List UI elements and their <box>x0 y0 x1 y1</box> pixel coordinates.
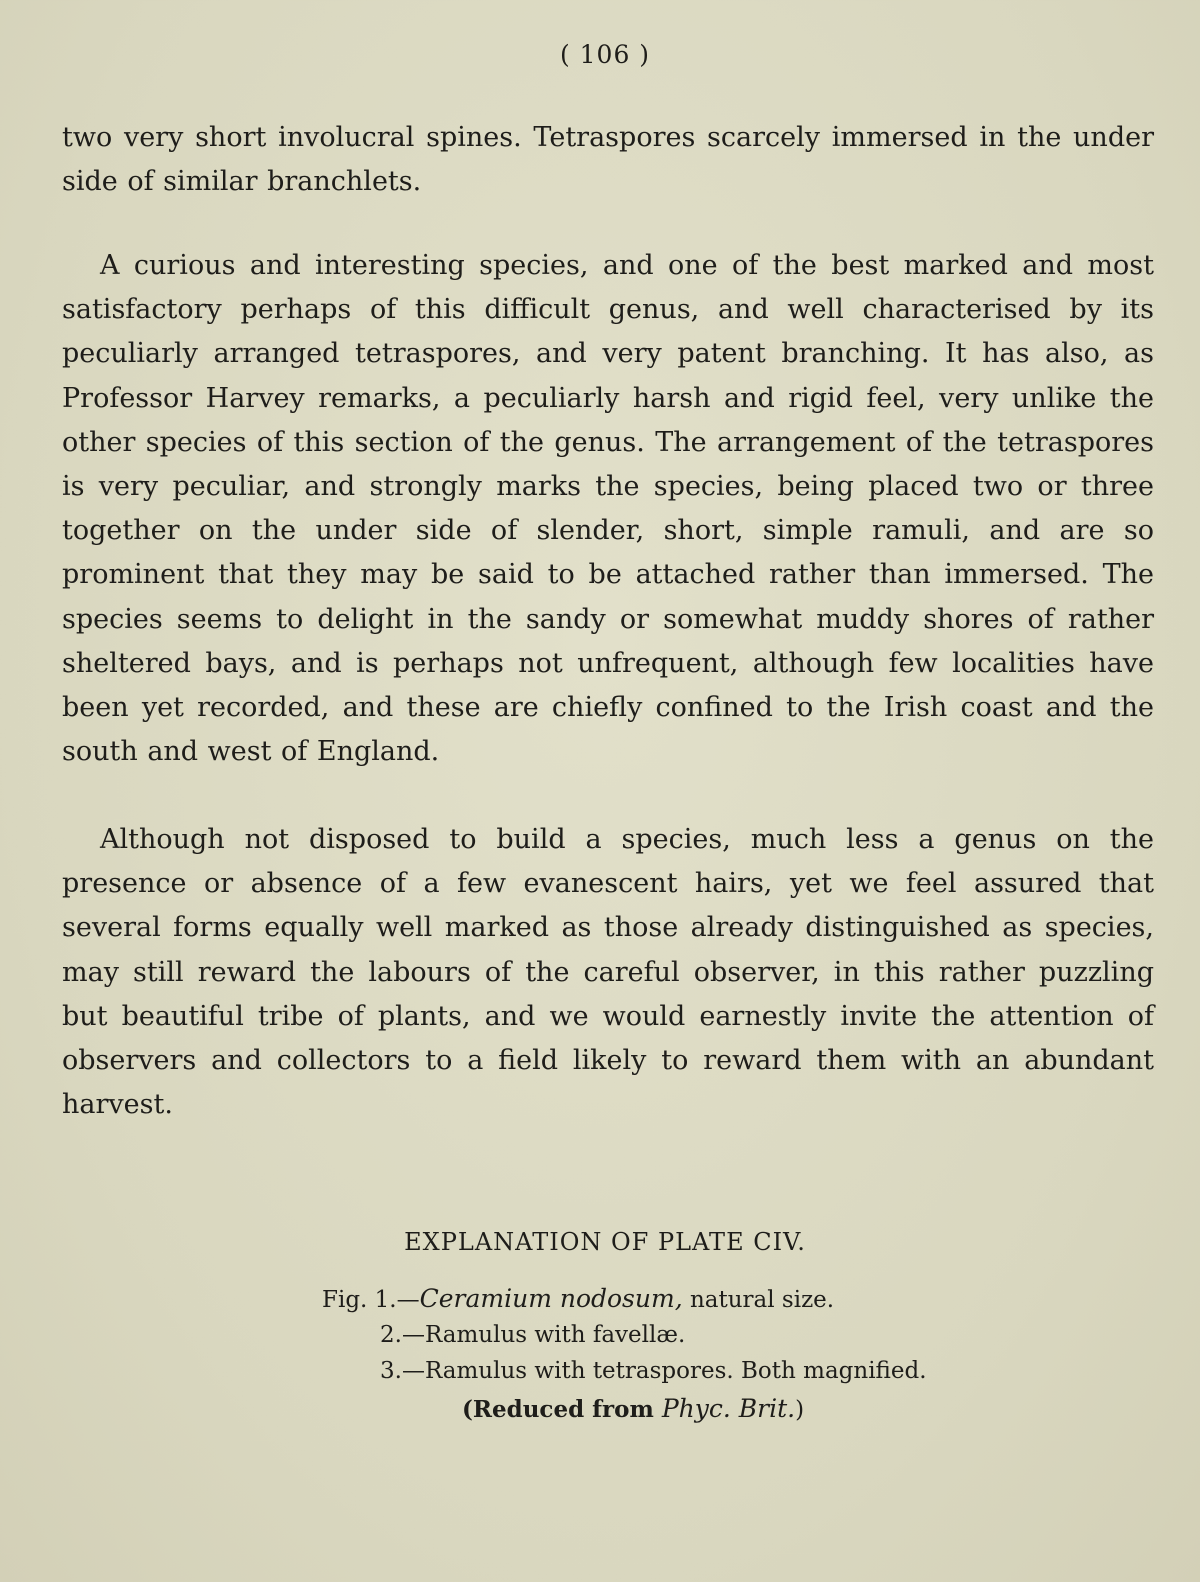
paragraph-species-description <box>62 244 1154 774</box>
reduced-from-prefix: (Reduced from <box>462 1396 662 1423</box>
paragraph-continuation <box>62 116 1154 204</box>
paragraph-species-description-text: A curious and interesting species, and one of the best marked and most satisfactory perhaps of this difficult genus, and well characterised by its peculiarly arranged tetraspores, and very patent branching. It has also, as Professor Harvey remarks, a peculiarly harsh and rigid feel, very unlike the other species of this section of the genus. The arrangement of the tetraspores is very peculiar, and strongly marks the species, being placed two or three together on the under side of slender, short, simple ramuli, and are so prominent that they may be said to be attached rather than immersed. The species seems to delight in the sandy or somewhat muddy shores of rather sheltered bays, and is perhaps not unfrequent, although few localities have been yet recorded, and these are chiefly confined to the Irish coast and the south and west of England. <box>62 250 1154 768</box>
reduced-from-suffix: ) <box>795 1397 805 1423</box>
reduced-from-source: Phyc. Brit. <box>661 1394 796 1423</box>
paragraph-closing-remarks-text: Although not disposed to build a species, much less a genus on the presence or absence of a few evanescent hairs, yet we feel assured that several forms equally well marked as those already distinguished as species, may still reward the labours of the careful observer, in this rather puzzling but beautiful tribe of plants, and we would earnestly invite the attention of observers and collectors to a field likely to reward them with an abundant harvest. <box>62 824 1154 1121</box>
page-number: ( 106 ) <box>559 40 651 69</box>
paragraph-continuation-text: two very short involucral spines. Tetraspores scarcely immersed in the under side of similar branchlets. <box>62 122 1154 198</box>
figure-caption-2: 2.—Ramulus with favellæ. <box>380 1322 686 1348</box>
plate-explanation-title: EXPLANATION OF PLATE CIV. <box>404 1228 806 1256</box>
reduced-from-note <box>462 1394 804 1423</box>
figure-caption-1 <box>322 1284 834 1313</box>
paragraph-closing-remarks <box>62 818 1154 1127</box>
figure-1-prefix: Fig. 1.— <box>322 1287 420 1313</box>
figure-1-species-name: Ceramium nodosum, <box>419 1284 683 1313</box>
figure-1-suffix: natural size. <box>682 1287 835 1313</box>
figure-caption-3: 3.—Ramulus with tetraspores. Both magnified. <box>380 1358 927 1384</box>
